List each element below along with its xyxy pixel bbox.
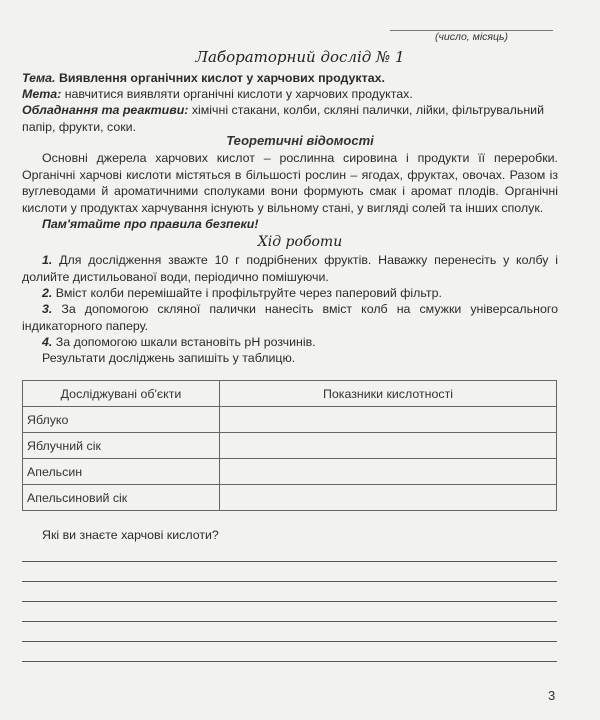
question-text: Які ви знаєте харчові кислоти?: [42, 528, 219, 542]
table-row: [23, 459, 557, 485]
topic-label: Тема.: [22, 71, 56, 85]
lab-title: Лабораторний дослід № 1: [195, 48, 405, 66]
answer-line[interactable]: [22, 621, 557, 622]
goal-label: Мета:: [22, 87, 62, 101]
step-text: За допомогою шкали встановіть pH розчинів.: [52, 335, 316, 349]
step-number: 1.: [42, 253, 53, 267]
object-cell: Апельсин: [23, 459, 220, 485]
record-instruction: Результати досліджень запишіть у таблицю.: [42, 351, 296, 365]
step-3: [22, 301, 558, 334]
equipment-text: хімічні стакани, колби, скляні палички, лійки, фільтрувальний папір, фрукти, соки.: [22, 103, 545, 134]
acidity-cell[interactable]: [220, 459, 557, 485]
table-row: [23, 407, 557, 433]
column-header-objects: Досліджувані об'єкти: [23, 381, 220, 407]
step-number: 4.: [42, 335, 53, 349]
answer-line[interactable]: [22, 561, 557, 562]
page-number: 3: [548, 688, 556, 703]
acidity-cell[interactable]: [220, 485, 557, 511]
object-cell: Яблучний сік: [23, 433, 220, 459]
theory-heading: Теоретичні відомості: [226, 133, 374, 148]
topic-text: Виявлення органічних кислот у харчових продуктах.: [55, 71, 385, 85]
step-number: 3.: [42, 302, 53, 316]
table-row: [23, 485, 557, 511]
step-1: [22, 252, 558, 285]
results-table: [22, 380, 557, 511]
date-label: (число, місяць): [435, 31, 509, 43]
acidity-cell[interactable]: [220, 433, 557, 459]
theory-text: Основні джерела харчових кислот – рослинна сировина і продукти її переробки. Органічні харчові кислоти містяться в більшості рослин – ягодах, фруктах, овочах. Разом із вуглеводами й ароматичними сполуками вони формують смак і аромат плодів. Органічні кислоти у продуктах харчування існують у вільному стані, у вигляді солей та інших сполук.: [22, 151, 558, 215]
step-text: Для дослідження зважте 10 г подрібнених фруктів. Наважку перенесіть у колбу і долийте дистильованої води, періодично помішуючи.: [22, 253, 558, 284]
answer-line[interactable]: [22, 661, 557, 662]
acidity-cell[interactable]: [220, 407, 557, 433]
step-text: Вміст колби перемішайте і профільтруйте через паперовий фільтр.: [52, 286, 442, 300]
step-2: [22, 285, 558, 302]
object-cell: Яблуко: [23, 407, 220, 433]
goal-text: навчитися виявляти органічні кислоти у харчових продуктах.: [61, 87, 413, 101]
answer-line[interactable]: [22, 581, 557, 582]
step-4: [22, 334, 558, 351]
step-number: 2.: [42, 286, 53, 300]
safety-note: Пам'ятайте про правила безпеки!: [42, 217, 259, 231]
answer-line[interactable]: [22, 641, 557, 642]
table-row: [23, 433, 557, 459]
column-header-acidity: Показники кислотності: [220, 381, 557, 407]
answer-line[interactable]: [22, 601, 557, 602]
topic-line: [22, 70, 558, 87]
procedure-heading: Хід роботи: [257, 234, 343, 250]
table-header-row: [23, 381, 557, 407]
object-cell: Апельсиновий сік: [23, 485, 220, 511]
step-text: За допомогою скляної палички нанесіть вміст колб на смужки універсального індикаторного паперу.: [22, 302, 558, 333]
goal-line: [22, 86, 558, 103]
equipment-line: [22, 102, 558, 135]
equipment-label: Обладнання та реактиви:: [22, 103, 189, 117]
